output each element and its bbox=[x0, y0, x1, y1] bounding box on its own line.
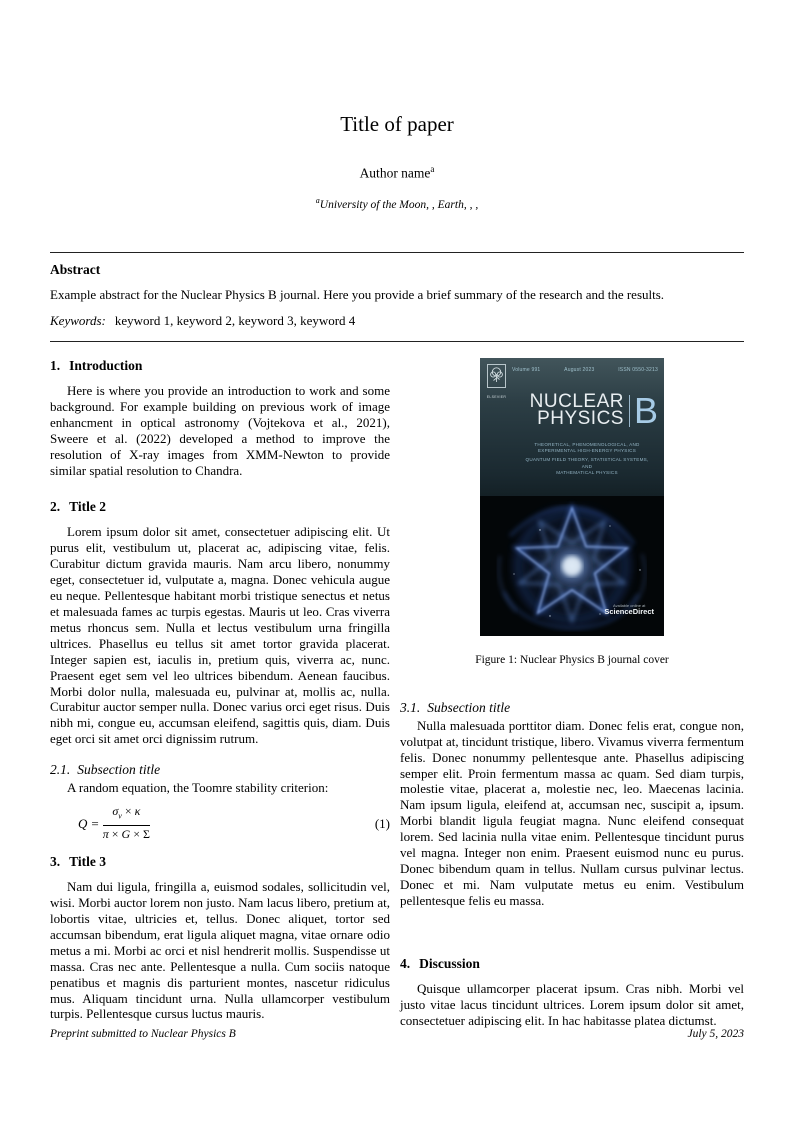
right-column bbox=[400, 352, 744, 1028]
cover-subtitle-line: MATHEMATICAL PHYSICS bbox=[556, 469, 618, 475]
G-symbol: G bbox=[121, 827, 131, 842]
section-4-title: Discussion bbox=[419, 955, 480, 971]
title-block bbox=[0, 112, 794, 210]
section-3-paragraph: Nam dui ligula, fringilla a, euismod sodales, sollicitudin vel, wisi. Morbi auctor lorem non justo. Nam lacus libero, pretium at, lobortis vitae, ultricies et, tellus. Donec aliquet, tortor sed accumsan bibendum, erat ligula aliquet magna, vitae ornare odio metus a mi. Morbi ac orci et nisl hendrerit mollis. Suspendisse ut massa. Cras nec ante. Pellentesque a nulla. Cum sociis natoque penatibus et magnis dis parturient montes, nascetur ridiculus mus. Aliquam tincidunt urna. Nulla ullamcorper vestibulum turpis. Pellentesque cursus luctus mauris. bbox=[50, 879, 390, 1022]
section-1-paragraph: Here is where you provide an introduction to work and some background. For example building on previous work of image enhancment in optical astronomy (Vojtekova et al., 2021), Sweere et al. (2022) developed a method to improve the resolution of X-ray images from XMM-Newton to provide similar spatial resolution to Chandra. bbox=[50, 383, 390, 478]
cover-subtitle-line: THEORETICAL, PHENOMENOLOGICAL, AND bbox=[534, 442, 640, 447]
subsection-3-1-heading bbox=[400, 699, 744, 716]
subsection-3-1-title: Subsection title bbox=[427, 699, 511, 715]
section-3-heading bbox=[50, 853, 390, 870]
equation-fraction bbox=[103, 804, 150, 843]
capital-sigma-symbol: Σ bbox=[142, 827, 150, 842]
sciencedirect-text: ScienceDirect bbox=[604, 607, 654, 616]
affiliation-marker: a bbox=[315, 195, 320, 205]
subsection-3-1-number: 3.1. bbox=[400, 699, 421, 715]
pi-symbol: π bbox=[102, 827, 109, 842]
author-line bbox=[0, 164, 794, 182]
author-name: Author name bbox=[359, 165, 431, 181]
author-affiliation-marker: a bbox=[430, 164, 435, 174]
subsection-2-1-title: Subsection title bbox=[77, 762, 161, 778]
section-3-title: Title 3 bbox=[69, 854, 106, 870]
abstract-heading: Abstract bbox=[50, 262, 101, 277]
equation-lhs: Q bbox=[78, 815, 88, 831]
affiliation-text: University of the Moon, , Earth, , , bbox=[319, 198, 479, 211]
page-title: Title of paper bbox=[340, 112, 454, 136]
elsevier-label: ELSEVIER bbox=[486, 394, 507, 399]
times-sign: × bbox=[124, 804, 132, 819]
equation-numerator bbox=[103, 804, 150, 826]
keywords-text: keyword 1, keyword 2, keyword 3, keyword 4 bbox=[114, 313, 356, 328]
cover-title-line2: PHYSICS bbox=[537, 407, 624, 429]
section-2-heading bbox=[50, 498, 390, 515]
subsection-2-1-heading bbox=[50, 761, 390, 778]
equation-expression bbox=[78, 804, 150, 843]
cover-title bbox=[529, 390, 658, 431]
section-2-title: Title 2 bbox=[69, 499, 106, 515]
figure-1-caption: Figure 1: Nuclear Physics B journal cover bbox=[475, 653, 669, 666]
cover-subtitle-line: EXPERIMENTAL HIGH-ENERGY PHYSICS bbox=[537, 448, 637, 454]
cover-subtitles bbox=[520, 442, 654, 476]
keywords-label: Keywords: bbox=[50, 313, 106, 328]
cover-series-letter: B bbox=[633, 390, 658, 431]
cover-date: August 2023 bbox=[564, 367, 595, 373]
available-online-text: Available online at bbox=[612, 602, 646, 608]
cover-title-line1: NUCLEAR bbox=[529, 391, 624, 412]
journal-cover-image bbox=[480, 358, 664, 636]
sigma-symbol: σ bbox=[112, 804, 119, 819]
affiliation-line bbox=[0, 196, 794, 211]
footer-preprint-note: Preprint submitted to Nuclear Physics B bbox=[50, 1028, 236, 1040]
section-1-title: Introduction bbox=[69, 358, 143, 373]
keywords-line bbox=[50, 313, 744, 329]
section-2-paragraph: Lorem ipsum dolor sit amet, consectetuer adipiscing elit. Ut purus elit, vestibulum ut, placerat ac, adipiscing vitae, felis. Curabitur dictum gravida mauris. Nam arcu libero, nonummy eget, consectetuer id, vulputate a, magna. Donec vehicula augue eu neque. Pellentesque habitant morbi tristique senectus et netus et malesuada fames ac turpis egestas. Mauris ut leo. Cras viverra metus rhoncus sem. Nulla et lectus vestibulum urna fringilla ultrices. Phasellus eu tellus sit amet tortor gravida placerat. Integer sapien est, iaculis in, pretium quis, viverra ac, nunc. Praesent eget sem vel leo ultrices bibendum. Aenean faucibus. Morbi dolor nulla, malesuada eu, pulvinar at, mollis ac, nulla. Curabitur auctor semper nulla. Donec varius orci eget risus. Duis nibh mi, congue eu, accumsan eleifend, sagittis quis, diam. Duis eget orci sit amet orci dignissim rutrum. bbox=[50, 524, 390, 747]
sciencedirect-badge bbox=[604, 603, 654, 615]
section-2-number: 2. bbox=[50, 499, 61, 515]
section-4-heading bbox=[400, 955, 744, 972]
cover-issn: ISSN 0550-3213 bbox=[618, 367, 658, 373]
kappa-symbol: κ bbox=[134, 804, 141, 819]
sigma-subscript: v bbox=[118, 811, 122, 821]
figure-1 bbox=[400, 358, 744, 669]
elsevier-tree-icon bbox=[488, 365, 505, 386]
times-sign: × bbox=[111, 827, 119, 842]
section-1-number: 1. bbox=[50, 358, 61, 373]
times-sign: × bbox=[133, 827, 140, 842]
equation-1 bbox=[50, 804, 390, 843]
cover-subtitle-line: QUANTUM FIELD THEORY, STATISTICAL SYSTEMS, AND bbox=[525, 457, 649, 469]
section-4-paragraph: Quisque ullamcorper placerat ipsum. Cras nibh. Morbi vel justo vitae lacus tincidunt ultrices. Lorem ipsum dolor sit amet, consectetuer adipiscing elit. In hac habitasse platea dictumst. bbox=[400, 980, 744, 1028]
cover-title-text bbox=[529, 391, 629, 429]
abstract-block bbox=[50, 252, 744, 342]
cover-volume: Volume 991 bbox=[512, 367, 541, 373]
subsection-3-1-paragraph: Nulla malesuada porttitor diam. Donec felis erat, congue non, volutpat at, tincidunt tristique, libero. Vivamus viverra fermentum felis. Donec nonummy pellentesque ante. Phasellus adipiscing semper elit. Proin fermentum massa ac quam. Sed diam turpis, molestie vitae, placerat a, molestie nec, leo. Maecenas lacinia. Nam ipsum ligula, eleifend at, accumsan nec, suscipit a, ipsum. Morbi blandit ligula feugiat magna. Nunc eleifend consequat lorem. Sed lacinia nulla vitae enim. Pellentesque tincidunt purus vel magna. Integer non enim. Praesent euismod nunc eu purus. Donec bibendum quam in tellus. Nullam cursus pulvinar lectus. Donec et mi. Nam vulputate metus eu enim. Vestibulum pellentesque felis eu massa. bbox=[400, 717, 744, 908]
elsevier-logo bbox=[487, 364, 506, 388]
equation-equals: = bbox=[91, 815, 99, 831]
section-4-number: 4. bbox=[400, 955, 411, 971]
subsection-2-1-number: 2.1. bbox=[50, 762, 71, 778]
equation-number: (1) bbox=[374, 815, 390, 831]
equation-lead-text: A random equation, the Toomre stability criterion: bbox=[67, 780, 329, 796]
equation-denominator bbox=[103, 826, 150, 843]
cover-topline bbox=[512, 363, 658, 379]
footer-date: July 5, 2023 bbox=[687, 1028, 744, 1040]
left-column bbox=[50, 352, 390, 1022]
page-footer bbox=[50, 1028, 744, 1040]
section-3-number: 3. bbox=[50, 854, 61, 870]
abstract-text: Example abstract for the Nuclear Physics B journal. Here you provide a brief summary of the research and the results. bbox=[50, 287, 665, 302]
section-1-heading bbox=[50, 357, 390, 374]
